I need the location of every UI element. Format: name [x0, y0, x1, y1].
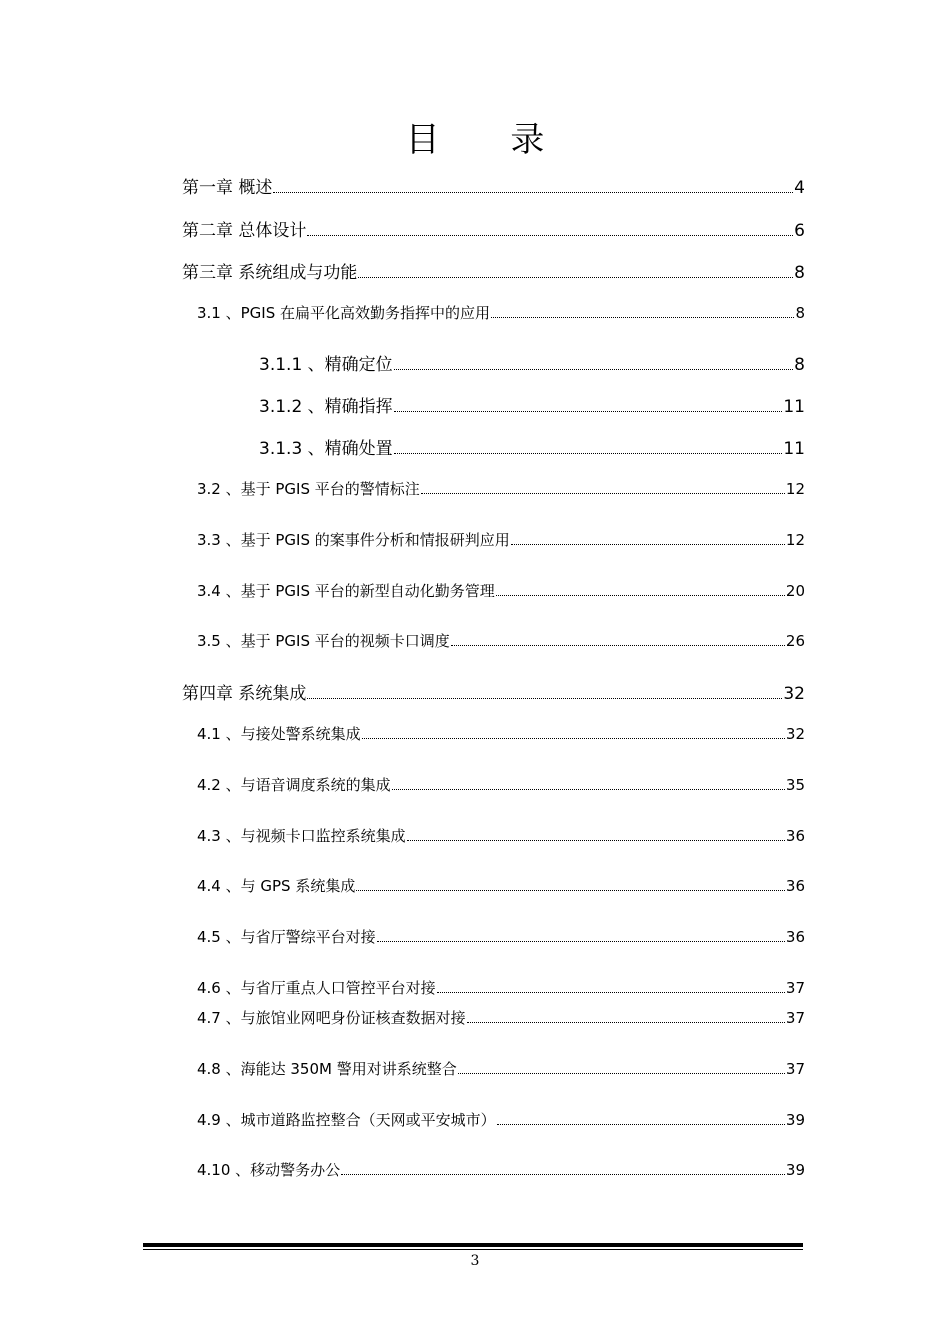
toc-entry[interactable] — [197, 1109, 805, 1130]
toc-entry[interactable] — [197, 529, 805, 550]
toc-entry-label: 3.1.3 、精确处置 — [259, 439, 393, 459]
footer-rule-thick — [143, 1243, 803, 1247]
toc-leader-dots — [458, 1073, 785, 1074]
toc-entry-page: 8 — [794, 263, 805, 283]
toc-entry[interactable] — [259, 350, 805, 375]
toc-entry[interactable] — [182, 679, 805, 704]
toc-entry[interactable] — [197, 1007, 805, 1028]
toc-leader-dots — [437, 992, 785, 993]
toc-entry-label: 4.8 、海能达 350M 警用对讲系统整合 — [197, 1060, 457, 1078]
toc-entry-label: 3.4 、基于 PGIS 平台的新型自动化勤务管理 — [197, 582, 495, 600]
toc-entry-page: 20 — [785, 582, 805, 600]
toc-leader-dots — [392, 789, 785, 790]
toc-entry-label: 3.5 、基于 PGIS 平台的视频卡口调度 — [197, 632, 450, 650]
toc-leader-dots — [307, 235, 793, 236]
toc-entry-page: 39 — [785, 1111, 805, 1129]
toc-leader-dots — [377, 941, 785, 942]
toc-entry-page: 6 — [794, 221, 805, 241]
toc-entry[interactable] — [197, 630, 805, 651]
toc-leader-dots — [496, 595, 785, 596]
toc-leader-dots — [467, 1022, 785, 1023]
toc-entry[interactable] — [197, 875, 805, 896]
toc-entry-label: 4.4 、与 GPS 系统集成 — [197, 877, 356, 895]
toc-entry-page: 36 — [785, 928, 805, 946]
toc-leader-dots — [407, 840, 785, 841]
toc-entry-label: 3.3 、基于 PGIS 的案事件分析和情报研判应用 — [197, 531, 510, 549]
toc-entry[interactable] — [182, 258, 805, 283]
toc-entry[interactable] — [197, 1058, 805, 1079]
toc-entry[interactable] — [197, 1159, 805, 1180]
toc-entry-label: 4.1 、与接处警系统集成 — [197, 725, 361, 743]
toc-entry-label: 3.2 、基于 PGIS 平台的警情标注 — [197, 480, 420, 498]
toc-entry-label: 4.3 、与视频卡口监控系统集成 — [197, 827, 406, 845]
toc-entry[interactable] — [182, 216, 805, 241]
toc-entry[interactable] — [197, 926, 805, 947]
toc-entry-page: 36 — [785, 827, 805, 845]
toc-entry-page: 8 — [794, 355, 805, 375]
toc-leader-dots — [491, 317, 794, 318]
toc-entry-page: 12 — [785, 531, 805, 549]
toc-entry[interactable] — [197, 825, 805, 846]
toc-entry-label: 4.2 、与语音调度系统的集成 — [197, 776, 391, 794]
toc-entry-label: 第三章 系统组成与功能 — [182, 263, 358, 283]
toc-entry-page: 32 — [783, 684, 805, 704]
toc-entry[interactable] — [259, 392, 805, 417]
toc-entry[interactable] — [197, 478, 805, 499]
toc-entry-label: 4.6 、与省厅重点人口管控平台对接 — [197, 979, 436, 997]
toc-entry-page: 32 — [785, 725, 805, 743]
toc-entry-page: 8 — [795, 304, 805, 322]
toc-leader-dots — [307, 698, 782, 699]
toc-entry-label: 3.1.1 、精确定位 — [259, 355, 393, 375]
toc-entry-page: 39 — [785, 1161, 805, 1179]
toc-entry-page: 36 — [785, 877, 805, 895]
toc-entry[interactable] — [197, 302, 805, 323]
toc-entry[interactable] — [197, 580, 805, 601]
toc-entry-label: 4.7 、与旅馆业网吧身份证核查数据对接 — [197, 1009, 466, 1027]
toc-leader-dots — [511, 544, 785, 545]
toc-entry-page: 12 — [785, 480, 805, 498]
toc-leader-dots — [356, 890, 785, 891]
toc-entry-page: 26 — [785, 632, 805, 650]
toc-entry[interactable] — [259, 434, 805, 459]
toc-leader-dots — [421, 493, 785, 494]
toc-entry-page: 4 — [794, 178, 805, 198]
toc-leader-dots — [451, 645, 785, 646]
toc-entry[interactable] — [197, 774, 805, 795]
toc-entry-page: 11 — [783, 397, 805, 417]
toc-leader-dots — [394, 453, 783, 454]
toc-entry[interactable] — [197, 977, 805, 998]
toc-entry-page: 37 — [785, 1060, 805, 1078]
toc-entry-page: 37 — [785, 1009, 805, 1027]
toc-leader-dots — [362, 738, 785, 739]
toc-leader-dots — [497, 1124, 785, 1125]
toc-entry-label: 第四章 系统集成 — [182, 684, 307, 704]
toc-leader-dots — [273, 192, 793, 193]
toc-entry-label: 4.10 、移动警务办公 — [197, 1161, 341, 1179]
toc-entry-page: 35 — [785, 776, 805, 794]
toc-entry-page: 11 — [783, 439, 805, 459]
toc-entry[interactable] — [197, 723, 805, 744]
toc-entry-label: 4.9 、城市道路监控整合（天网或平安城市） — [197, 1111, 496, 1129]
toc-leader-dots — [341, 1174, 785, 1175]
toc-entry[interactable] — [182, 173, 805, 198]
toc-entry-label: 第一章 概述 — [182, 178, 273, 198]
toc-entry-label: 4.5 、与省厅警综平台对接 — [197, 928, 376, 946]
toc-entry-page: 37 — [785, 979, 805, 997]
page-title: 目 录 — [405, 120, 575, 160]
toc-leader-dots — [358, 277, 793, 278]
toc-entry-label: 第二章 总体设计 — [182, 221, 307, 241]
toc-leader-dots — [394, 369, 794, 370]
footer-rule-thin — [143, 1249, 803, 1250]
page-number: 3 — [470, 1253, 480, 1269]
toc-entry-label: 3.1.2 、精确指挥 — [259, 397, 393, 417]
toc-entry-label: 3.1 、PGIS 在扁平化高效勤务指挥中的应用 — [197, 304, 491, 322]
toc-leader-dots — [394, 411, 783, 412]
